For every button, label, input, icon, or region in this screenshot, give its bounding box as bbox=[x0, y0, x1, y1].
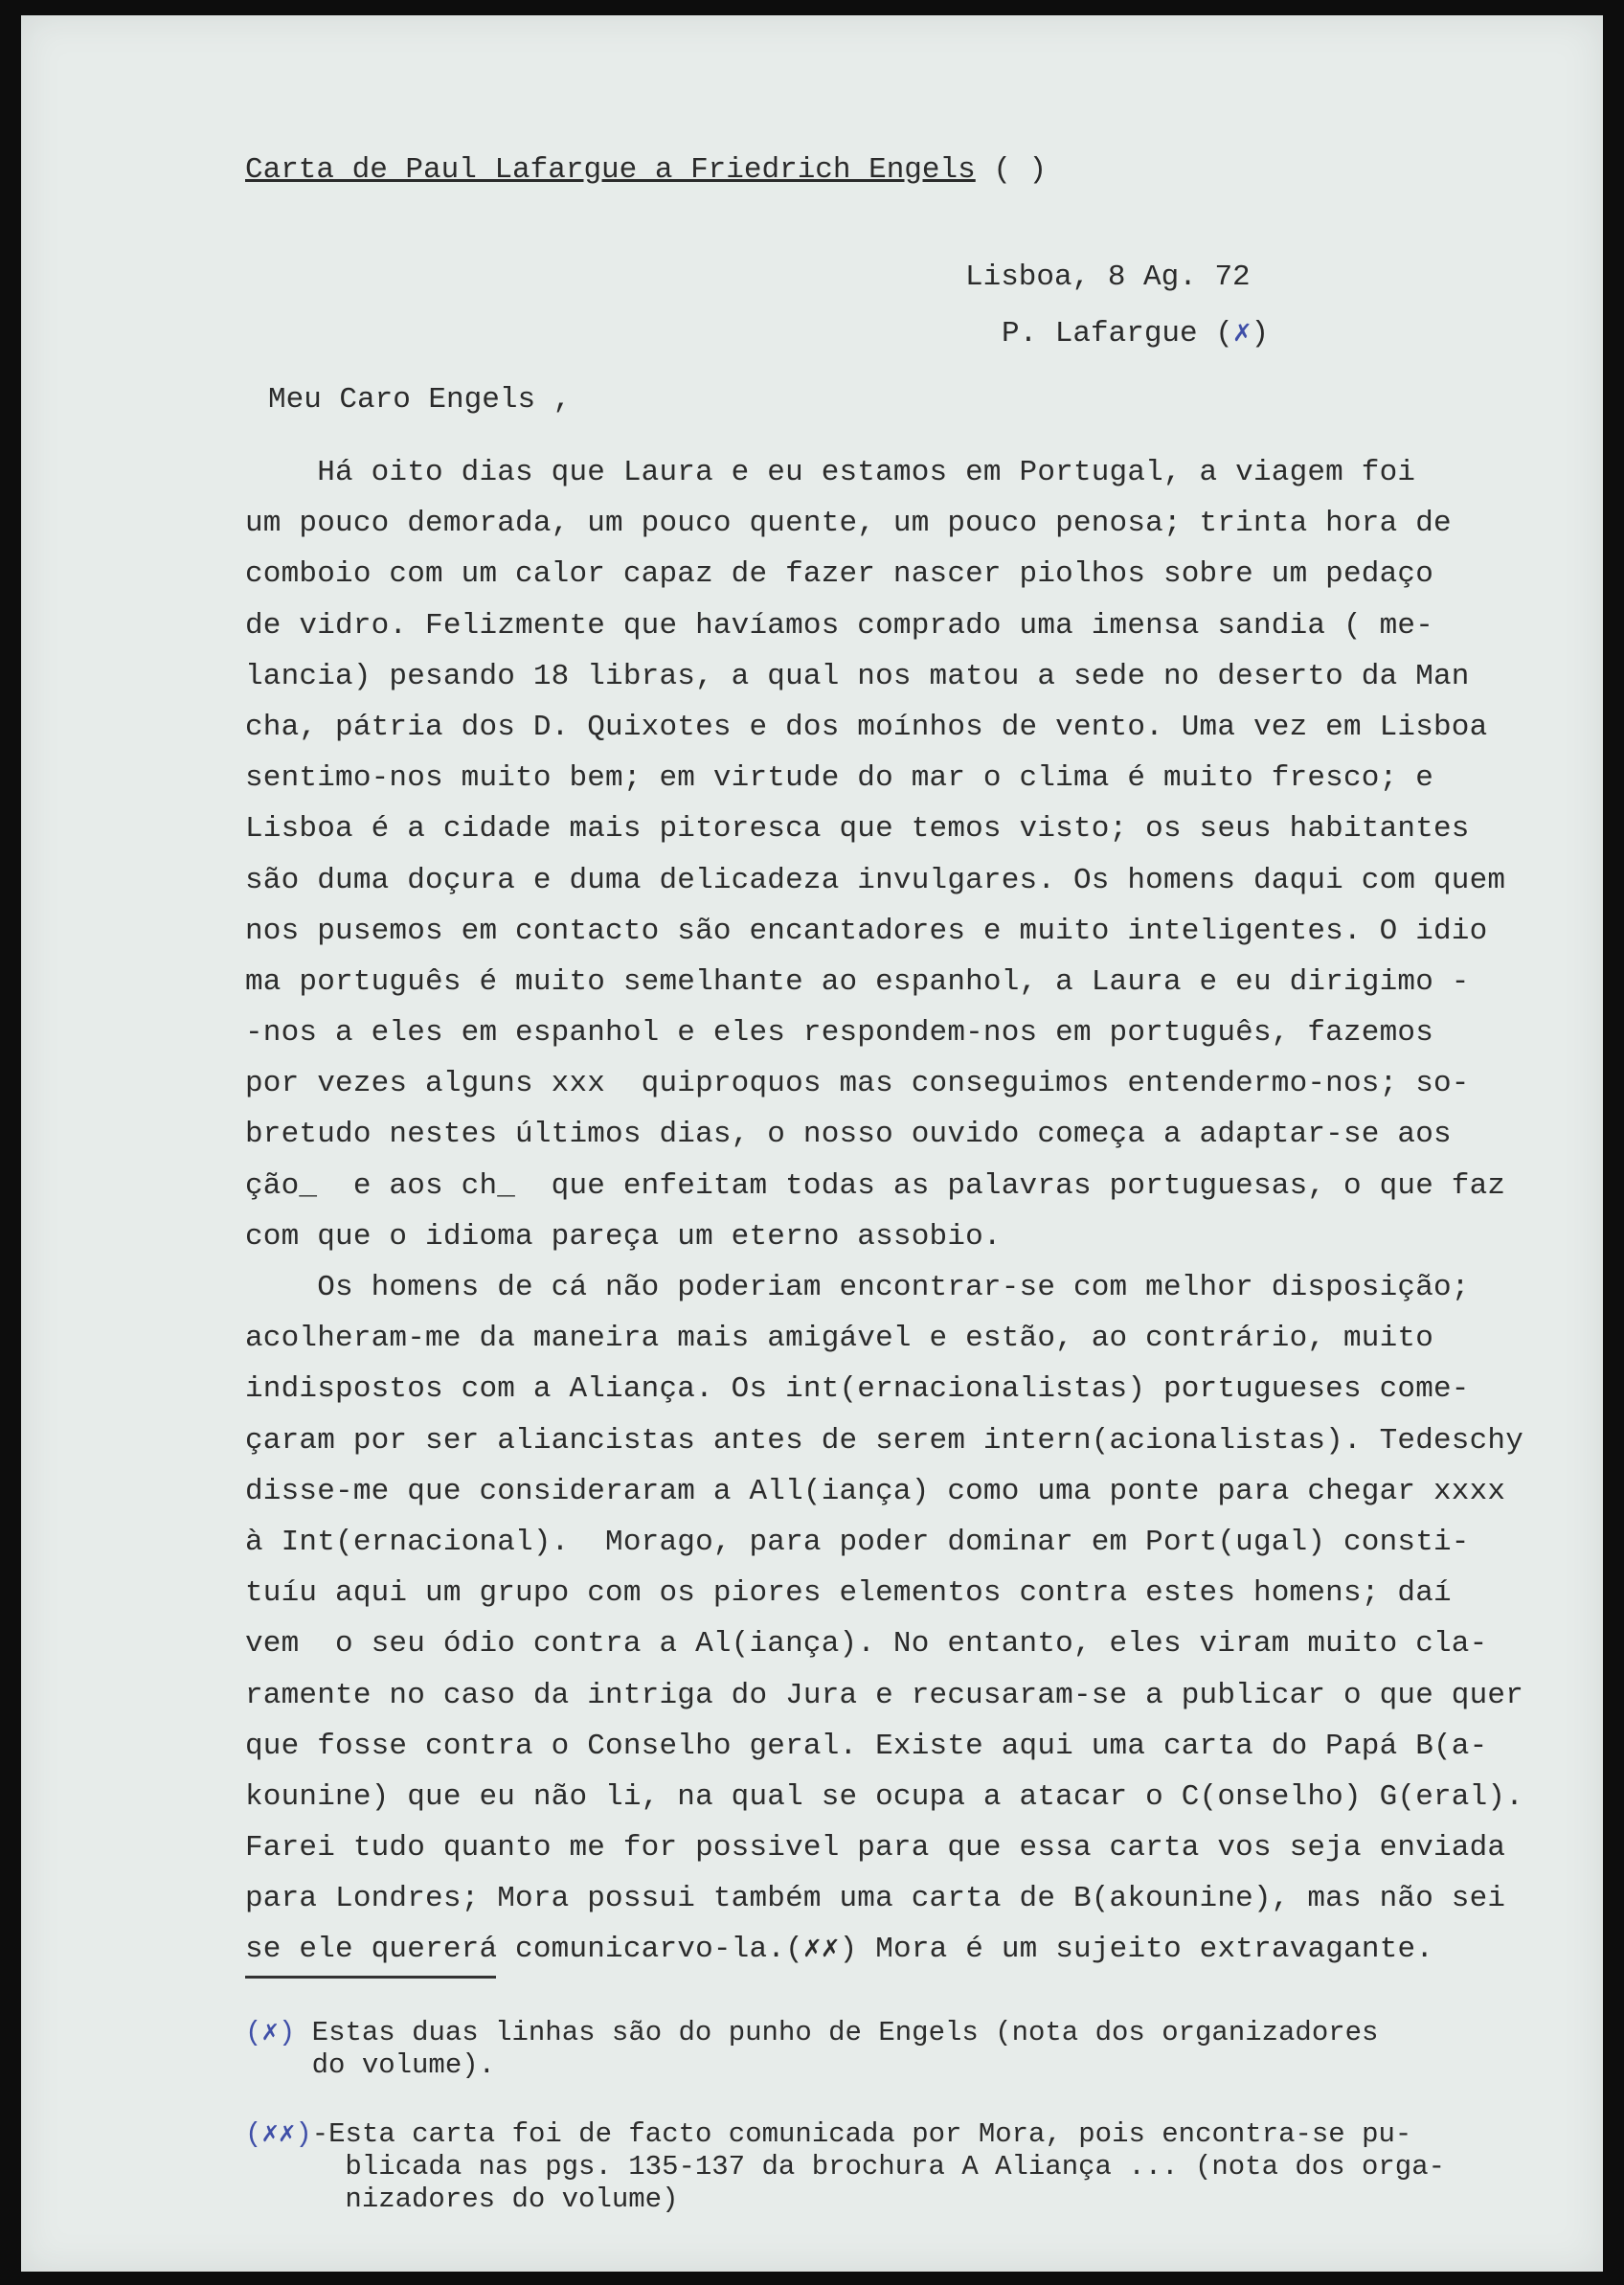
body-line: bretudo nestes últimos dias, o nosso ouvido começa a adaptar-se aos bbox=[245, 1118, 1452, 1152]
body-line: kounine) que eu não li, na qual se ocupa a atacar o C(onselho) G(eral). bbox=[245, 1779, 1524, 1814]
body-line: disse-me que consideraram a All(iança) como uma ponte para chegar xxxx bbox=[245, 1474, 1506, 1508]
footnote-2-line-2: blicada nas pgs. 135-137 da brochura A Aliança ... (nota dos orga- bbox=[245, 2151, 1446, 2183]
signature-close: ) bbox=[1251, 317, 1270, 351]
letter-body bbox=[245, 447, 1567, 1976]
signature-name: P. Lafargue ( bbox=[1002, 317, 1233, 351]
salutation: Meu Caro Engels , bbox=[268, 383, 572, 417]
body-line: ramente no caso da intriga do Jura e recusaram-se a publicar o que quer bbox=[245, 1678, 1524, 1712]
body-line: indispostos com a Aliança. Os int(ernacionalistas) portugueses come- bbox=[245, 1372, 1470, 1407]
place-date: Lisboa, 8 Ag. 72 bbox=[965, 260, 1251, 294]
footnote-1-line-2: do volume). bbox=[245, 2049, 496, 2081]
body-line: com que o idioma pareça um eterno assobio. bbox=[245, 1219, 1002, 1254]
body-line: acolheram-me da maneira mais amigável e estão, ao contrário, muito bbox=[245, 1322, 1433, 1356]
body-line: Os homens de cá não poderiam encontrar-se com melhor disposição; bbox=[245, 1271, 1470, 1304]
body-line: tuíu aqui um grupo com os piores elementos contra estes homens; daí bbox=[245, 1576, 1452, 1611]
body-line: çaram por ser aliancistas antes de serem intern(acionalistas). Tedeschy bbox=[245, 1423, 1524, 1458]
title-text: Carta de Paul Lafargue a Friedrich Engels bbox=[245, 153, 976, 187]
body-line: para Londres; Mora possui também uma carta de B(akounine), mas não sei bbox=[245, 1882, 1506, 1916]
body-line: por vezes alguns xxx quiproquos mas conseguimos entendermo-nos; so- bbox=[245, 1067, 1470, 1101]
footnote-2-line-3: nizadores do volume) bbox=[245, 2183, 679, 2215]
body-line: ma português é muito semelhante ao espanhol, a Laura e eu dirigimo - bbox=[245, 964, 1470, 999]
footnote-1 bbox=[245, 2017, 1378, 2082]
footnote-2-mark: (✗✗) bbox=[245, 2118, 312, 2150]
body-line: que fosse contra o Conselho geral. Existe aqui uma carta do Papá B(a- bbox=[245, 1729, 1488, 1763]
signature bbox=[1002, 314, 1269, 351]
footnote-mark-1: ✗ bbox=[1232, 317, 1252, 351]
body-line: se ele quererá comunicarvo-la.(✗✗) Mora é um sujeito extravagante. bbox=[245, 1933, 1434, 1967]
footnote-2 bbox=[245, 2118, 1445, 2216]
body-line: à Int(ernacional). Morago, para poder dominar em Port(ugal) consti- bbox=[245, 1525, 1470, 1559]
body-line: Há oito dias que Laura e eu estamos em Portugal, a viagem foi bbox=[245, 456, 1416, 489]
body-line: são duma doçura e duma delicadeza invulgares. Os homens daqui com quem bbox=[245, 863, 1506, 897]
body-line: um pouco demorada, um pouco quente, um pouco penosa; trinta hora de bbox=[245, 507, 1452, 541]
body-line: de vidro. Felizmente que havíamos comprado uma imensa sandia ( me- bbox=[245, 608, 1433, 643]
footnote-1-mark: (✗) bbox=[245, 2017, 296, 2048]
footnote-1-line-1: (✗) Estas duas linhas são do punho de Engels (nota dos organizadores bbox=[245, 2017, 1379, 2048]
footnote-2-line-1: (✗✗)-Esta carta foi de facto comunicada por Mora, pois encontra-se pu- bbox=[245, 2118, 1412, 2150]
body-line: Farei tudo quanto me for possivel para que essa carta vos seja enviada bbox=[245, 1831, 1506, 1866]
body-line: -nos a eles em espanhol e eles respondem-nos em português, fazemos bbox=[245, 1016, 1433, 1051]
footnote-divider bbox=[245, 1976, 496, 1979]
body-line: comboio com um calor capaz de fazer nascer piolhos sobre um pedaço bbox=[245, 557, 1433, 592]
body-line: cha, pátria dos D. Quixotes e dos moínhos de vento. Uma vez em Lisboa bbox=[245, 710, 1488, 744]
body-line: ção_ e aos ch_ que enfeitam todas as palavras portuguesas, o que faz bbox=[245, 1168, 1506, 1203]
body-line: vem o seu ódio contra a Al(iança). No entanto, eles viram muito cla- bbox=[245, 1627, 1488, 1662]
body-line: sentimo-nos muito bem; em virtude do mar o clima é muito fresco; e bbox=[245, 761, 1433, 796]
body-line: Lisboa é a cidade mais pitoresca que temos visto; os seus habitantes bbox=[245, 812, 1470, 847]
body-line: nos pusemos em contacto são encantadores e muito inteligentes. O idio bbox=[245, 914, 1488, 948]
document-title bbox=[245, 153, 1047, 187]
title-suffix: ( ) bbox=[975, 153, 1048, 187]
body-line: lancia) pesando 18 libras, a qual nos matou a sede no deserto da Man bbox=[245, 659, 1470, 693]
